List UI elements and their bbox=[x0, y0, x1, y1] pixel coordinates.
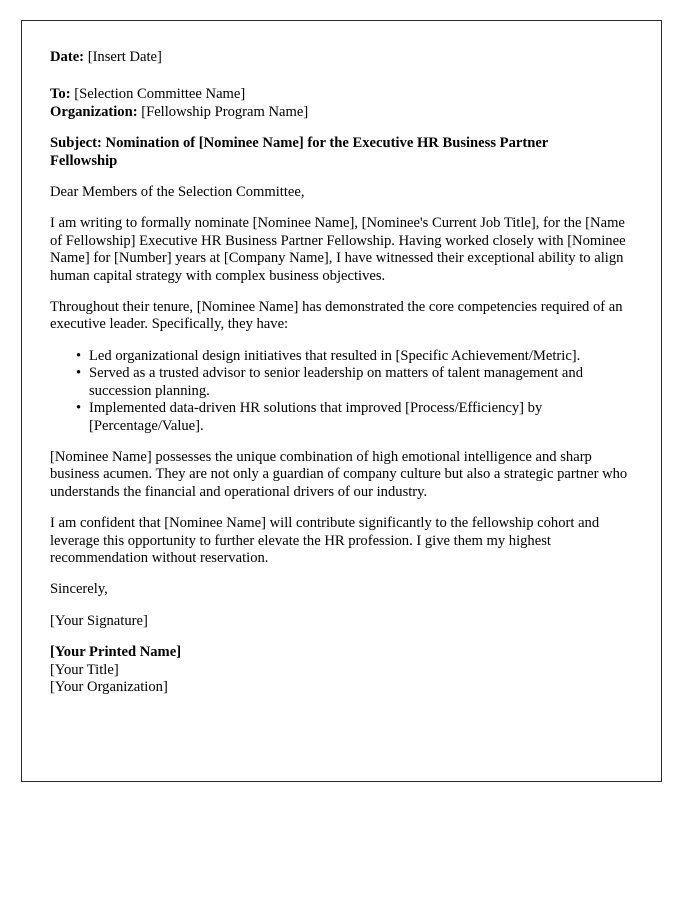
recipient-to-line bbox=[50, 86, 632, 103]
letter-body bbox=[22, 21, 661, 696]
closing-block bbox=[50, 644, 632, 696]
organization-value: [Fellowship Program Name] bbox=[141, 103, 309, 120]
printed-name: [Your Printed Name] bbox=[50, 644, 182, 661]
sender-title: [Your Title] bbox=[50, 661, 119, 678]
signature-placeholder: [Your Signature] bbox=[50, 612, 148, 629]
competency-list bbox=[50, 348, 632, 435]
list-item: • Implemented data-driven HR solutions that improved [Process/Efficiency] by [Percentage/Value]. bbox=[89, 400, 632, 435]
sender-organization: [Your Organization] bbox=[50, 678, 168, 695]
to-label: To: bbox=[50, 86, 71, 103]
to-value: [Selection Committee Name] bbox=[74, 86, 246, 103]
body-paragraph-4: I am confident that [Nominee Name] will contribute significantly to the fellowship cohort and leverage this opportunity to further elevate the HR profession. I give them my highest recommendation without reservation. bbox=[50, 515, 600, 566]
list-item: • Served as a trusted advisor to senior leadership on matters of talent management and succession planning. bbox=[89, 365, 632, 400]
recipient-block bbox=[50, 86, 632, 121]
body-paragraph-2: Throughout their tenure, [Nominee Name] has demonstrated the core competencies required of an executive leader. Specifically, they have: bbox=[50, 299, 623, 333]
sign-off: Sincerely, bbox=[50, 581, 108, 598]
organization-label: Organization: bbox=[50, 103, 138, 120]
body-paragraph-3: [Nominee Name] possesses the unique combination of high emotional intelligence and sharp business acumen. They are not only a guardian of company culture but also a strategic partner who understands the financial and operational drivers of our industry. bbox=[50, 448, 628, 500]
body-paragraph-1: I am writing to formally nominate [Nominee Name], [Nominee's Current Job Title], for the [Name of Fellowship] Executive HR Business Partner Fellowship. Having worked closely with [Nominee Name] for [Number] years at [Company Name], I have witnessed their exceptional ability to align human capital strategy with complex business objectives. bbox=[50, 215, 626, 284]
letter-card bbox=[21, 20, 662, 782]
recipient-organization-line bbox=[50, 104, 632, 121]
list-item: • Led organizational design initiatives that resulted in [Specific Achievement/Metric]. bbox=[89, 348, 632, 365]
subject-line: Subject: Nomination of [Nominee Name] for the Executive HR Business Partner Fellowship bbox=[50, 135, 549, 169]
date-value: [Insert Date] bbox=[87, 49, 162, 65]
date-label: Date: bbox=[50, 49, 85, 65]
salutation: Dear Members of the Selection Committee, bbox=[50, 184, 305, 201]
date-line bbox=[50, 49, 632, 66]
